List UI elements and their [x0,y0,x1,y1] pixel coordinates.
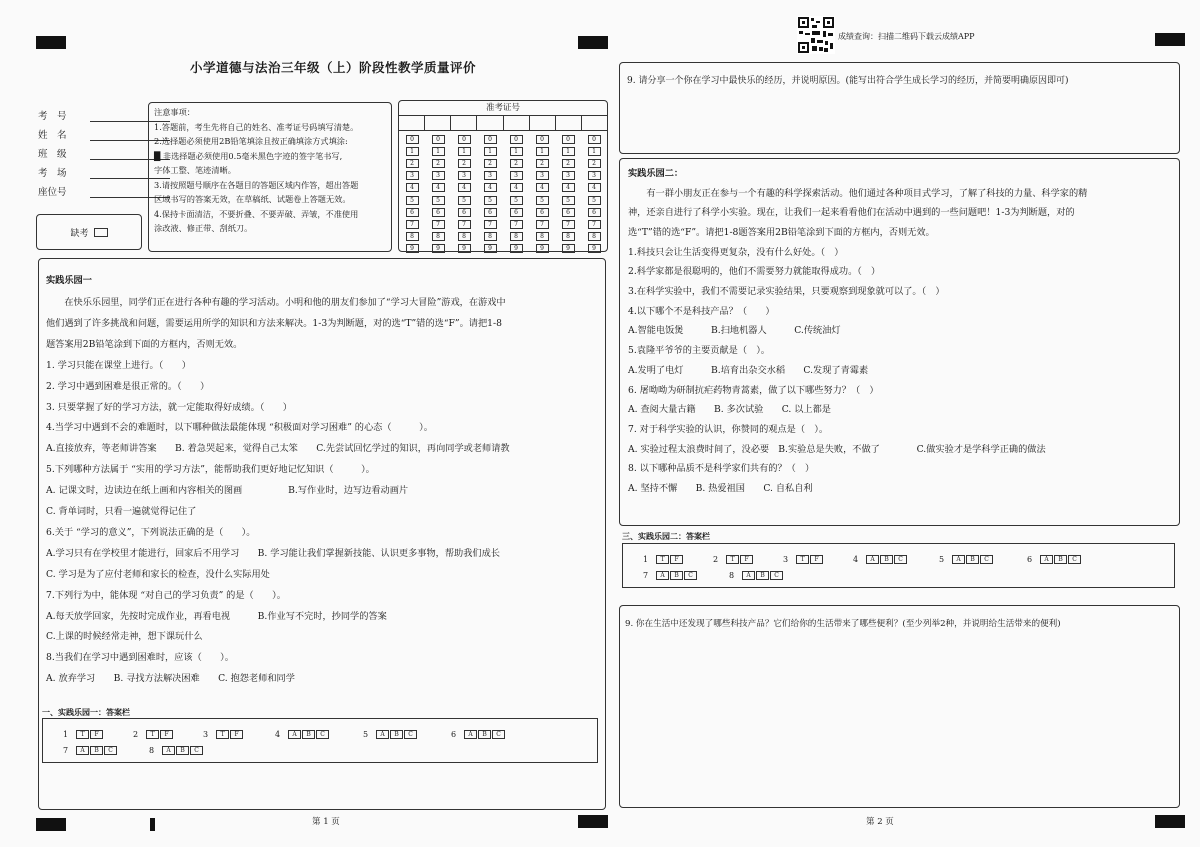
alignment-mark [1155,33,1185,46]
exam-number-cell[interactable] [477,116,503,130]
section-line: A. 记课文时，边读边在纸上画和内容相关的图画 B.写作业时，边写边看动画片 [46,485,409,497]
digit-bubble[interactable]: 8 [484,232,497,241]
exam-title: 小学道德与法治三年级（上）阶段性教学质量评价 [190,60,477,75]
digit-bubble[interactable]: 8 [458,232,471,241]
answer-bubble[interactable]: T [796,555,809,564]
notice-box [148,102,392,252]
digit-bubble[interactable]: 3 [484,171,497,180]
digit-bubble[interactable]: 6 [510,208,523,217]
answer-bubble[interactable]: A [76,746,89,755]
exam-number-cell[interactable] [530,116,556,130]
section-line: 选“T”错的选“F”。请把1-8题答案用2B铅笔涂到下面的方框内，否则无效。 [628,226,935,238]
digit-bubble[interactable]: 1 [562,147,575,156]
exam-number-column [425,133,451,255]
digit-bubble[interactable]: 4 [406,183,419,192]
answer-bubble[interactable]: C [316,730,329,739]
section-line: 2. 学习中遇到困难是很正常的。（ ） [46,380,210,392]
exam-number-cell[interactable] [451,116,477,130]
answer-bubble[interactable]: F [810,555,823,564]
info-label: 座位号 [38,187,67,198]
answer-number: 7 [643,571,649,580]
section-line: A. 查阅大量古籍 B. 多次试验 C. 以上都是 [628,404,831,416]
digit-bubble[interactable]: 6 [406,208,419,217]
notice-line: 2.选择题必须使用2B铅笔填涂且按正确填涂方式填涂: [154,136,348,146]
digit-bubble[interactable]: 9 [588,244,601,253]
digit-bubble[interactable]: 2 [588,159,601,168]
notice-line: 4.保持卡面清洁，不要折叠、不要弄破、弄皱，不准使用 [154,208,359,219]
section-line: A.直接放弃，等老师讲答案 B. 着急哭起来，觉得自己太笨 C.先尝试回忆学过的知识，再向同学或老师请教 [46,443,510,455]
answer1-box[interactable] [42,718,598,763]
answer-item[interactable] [939,555,994,564]
section-line: 1.科技只会让生活变得更复杂，没有什么好处。（ ） [628,246,844,258]
answer-number: 4 [853,555,859,564]
digit-bubble[interactable]: 4 [510,183,523,192]
exam-number-cell[interactable] [582,116,607,130]
exam-number-column [451,133,477,255]
digit-bubble[interactable]: 5 [432,196,445,205]
page-number-1: 第 1 页 [312,817,340,827]
exam-number-column [529,133,555,255]
digit-bubble[interactable]: 1 [406,147,419,156]
digit-bubble[interactable]: 5 [458,196,471,205]
digit-bubble[interactable]: 9 [510,244,523,253]
digit-bubble[interactable]: 7 [536,220,549,229]
digit-bubble[interactable]: 7 [588,220,601,229]
qr-code [797,16,835,54]
answer-item[interactable] [203,730,244,739]
answer-bubble[interactable]: B [880,555,893,564]
answer-bubble[interactable]: F [230,730,243,739]
answer-bubble[interactable]: A [464,730,477,739]
answer-bubble[interactable]: T [76,730,89,739]
section-line: 6.关于 “学习的意义”，下列说法正确的是（ ）。 [46,526,256,538]
section-line: C. 背单词时，只看一遍就觉得记住了 [46,506,197,517]
answer-bubble[interactable]: T [216,730,229,739]
digit-bubble[interactable]: 3 [562,171,575,180]
answer-number: 3 [203,730,209,739]
answer-bubble[interactable]: F [90,730,103,739]
exam-number-column [399,133,425,255]
answer-bubble[interactable]: C [190,746,203,755]
section-line: A.智能电饭煲 B.扫地机器人 C.传统油灯 [628,325,841,337]
digit-bubble[interactable]: 8 [588,232,601,241]
section-title: 实践乐园一 [46,275,92,286]
answer-bubble[interactable]: T [726,555,739,564]
exam-number-column [477,133,503,255]
digit-bubble[interactable]: 4 [432,183,445,192]
digit-bubble[interactable]: 5 [484,196,497,205]
digit-bubble[interactable]: 0 [536,135,549,144]
section-line: A. 坚持不懈 B. 热爱祖国 C. 自私自利 [628,483,813,494]
digit-bubble[interactable]: 2 [562,159,575,168]
answer-bubble[interactable]: B [390,730,403,739]
answer-bubble[interactable]: F [160,730,173,739]
digit-bubble[interactable]: 3 [510,171,523,180]
q9b-text: 9. 你在生活中还发现了哪些科技产品？它们给你的生活带来了哪些便利？(至少列举2种，并说明给生活带来的便利) [625,619,1061,629]
alignment-mark [36,818,66,831]
answer-bubble[interactable]: A [376,730,389,739]
digit-bubble[interactable]: 0 [432,135,445,144]
q9b-box[interactable] [619,605,1180,808]
answer-item[interactable] [643,571,698,580]
notice-line: 涂改液、修正带、刮纸刀。 [154,223,253,233]
digit-bubble[interactable]: 3 [536,171,549,180]
section-line: 1. 学习只能在课堂上进行。（ ） [46,359,191,371]
digit-bubble[interactable]: 1 [510,147,523,156]
answer-number: 3 [783,555,789,564]
alignment-mark [1155,815,1185,828]
digit-bubble[interactable]: 5 [536,196,549,205]
answer-bubble[interactable]: F [740,555,753,564]
answer-bubble[interactable]: B [90,746,103,755]
digit-bubble[interactable]: 7 [562,220,575,229]
digit-bubble[interactable]: 3 [432,171,445,180]
section-line: 5.下列哪种方法属于 “实用的学习方法”，能帮助我们更好地记忆知识（ ）。 [46,464,375,476]
answer-item[interactable] [63,746,118,755]
digit-bubble[interactable]: 2 [536,159,549,168]
section-line: A. 放弃学习 B. 寻找方法解决困难 C. 抱怨老师和同学 [46,673,295,685]
section-line: 2.科学家都是很聪明的，他们不需要努力就能取得成功。（ ） [628,266,881,278]
answer-bubble[interactable]: A [952,555,965,564]
answer-number: 5 [363,730,369,739]
answer-item[interactable] [363,730,418,739]
notice-line: 区域书写的答案无效，在草稿纸、试题卷上答题无效。 [154,194,351,204]
exam-number-cell[interactable] [556,116,582,130]
section-line: 4.当学习中遇到不会的难题时，以下哪种做法最能体现 “积极面对学习困难” 的心态（ ）。 [46,422,433,434]
digit-bubble[interactable]: 5 [406,196,419,205]
digit-bubble[interactable]: 8 [432,232,445,241]
digit-bubble[interactable]: 0 [458,135,471,144]
digit-bubble[interactable]: 2 [406,159,419,168]
digit-bubble[interactable]: 2 [510,159,523,168]
section-line: 7.下列行为中，能体现 “对自己的学习负责” 的是（ ）。 [46,589,286,601]
answer-item[interactable] [713,555,754,564]
section-line: C. 学习是为了应付老师和家长的检查，没什么实际用处 [46,568,270,580]
answer-number: 4 [275,730,281,739]
answer-bubble[interactable]: A [866,555,879,564]
section-title: 实践乐园二： [628,168,684,179]
answer-item[interactable] [729,571,784,580]
digit-bubble[interactable]: 0 [588,135,601,144]
answer-bubble[interactable]: C [894,555,907,564]
digit-bubble[interactable]: 0 [406,135,419,144]
section-line: 神，还亲自进行了科学小实验。现在，让我们一起来看看他们在活动中遇到的一些问题吧！1-3为判断题，对的 [628,207,1075,219]
answer-bubble[interactable]: C [104,746,117,755]
digit-bubble[interactable]: 1 [536,147,549,156]
digit-bubble[interactable]: 6 [562,208,575,217]
answer-number: 2 [713,555,719,564]
digit-bubble[interactable]: 2 [432,159,445,168]
section-line: 8. 以下哪种品质不是科学家们共有的？（ ） [628,463,815,475]
absent-label: 缺考 [70,228,89,239]
digit-bubble[interactable]: 8 [562,232,575,241]
section-line: 3.在科学实验中，我们不需要记录实验结果，只要观察到现象就可以了。（ ） [628,286,945,297]
page-number-2: 第 2 页 [866,817,894,827]
digit-bubble[interactable]: 1 [484,147,497,156]
answer-number: 1 [643,555,649,564]
digit-bubble[interactable]: 2 [458,159,471,168]
digit-bubble[interactable]: 2 [484,159,497,168]
digit-bubble[interactable]: 9 [562,244,575,253]
exam-number-cell[interactable] [399,116,425,130]
answer-bubble[interactable]: A [656,571,669,580]
info-label: 姓 名 [38,130,67,141]
absent-box[interactable] [36,214,142,250]
digit-bubble[interactable]: 7 [484,220,497,229]
digit-bubble[interactable]: 8 [406,232,419,241]
notice-line: 1.答题前，考生先将自己的姓名、准考证号码填写清楚。 [154,121,359,132]
digit-bubble[interactable]: 7 [510,220,523,229]
exam-number-cell[interactable] [425,116,451,130]
answer-number: 8 [729,571,735,580]
digit-bubble[interactable]: 8 [536,232,549,241]
digit-bubble[interactable]: 8 [510,232,523,241]
notice-line: 字体工整、笔迹清晰。 [154,165,236,175]
answer-bubble[interactable]: T [656,555,669,564]
answer-bubble[interactable]: B [1054,555,1067,564]
section-line: 7. 对于科学实验的认识，你赞同的观点是（ ）。 [628,423,829,435]
section-line: 在快乐乐园里，同学们正在进行各种有趣的学习活动。小明和他的朋友们参加了“学习大冒险”游戏，在游戏中 [46,297,506,308]
digit-bubble[interactable]: 3 [406,171,419,180]
digit-bubble[interactable]: 9 [432,244,445,253]
alignment-mark [36,36,66,49]
answer-bubble[interactable]: B [670,571,683,580]
digit-bubble[interactable]: 0 [484,135,497,144]
digit-bubble[interactable]: 7 [406,220,419,229]
exam-number-cell[interactable] [504,116,530,130]
digit-bubble[interactable]: 6 [458,208,471,217]
alignment-mark [578,815,608,828]
digit-bubble[interactable]: 0 [562,135,575,144]
digit-bubble[interactable]: 6 [588,208,601,217]
digit-bubble[interactable]: 1 [588,147,601,156]
digit-bubble[interactable]: 6 [536,208,549,217]
answer-bubble[interactable]: A [162,746,175,755]
alignment-mark [150,818,155,831]
notice-line: 3.请按照题号顺序在各题目的答题区域内作答，超出答题 [154,179,359,190]
section-line: 6. 屠呦呦为研制抗疟药物青蒿素，做了以下哪些努力？（ ） [628,384,879,396]
answer-item[interactable] [853,555,908,564]
digit-bubble[interactable]: 3 [458,171,471,180]
digit-bubble[interactable]: 6 [432,208,445,217]
answer-bubble[interactable]: B [302,730,315,739]
answer-number: 6 [451,730,457,739]
digit-bubble[interactable]: 4 [562,183,575,192]
answer-bubble[interactable]: C [492,730,505,739]
section-line: 有一群小朋友正在参与一个有趣的科学探索活动。他们通过各种项目式学习，了解了科技的力量、科学家的精 [628,187,1088,199]
answer-number: 7 [63,746,69,755]
answer-item[interactable] [275,730,330,739]
answer-bubble[interactable]: C [770,571,783,580]
digit-bubble[interactable]: 9 [406,244,419,253]
answer-bubble[interactable]: C [1068,555,1081,564]
digit-bubble[interactable]: 4 [484,183,497,192]
exam-number-column [555,133,581,255]
info-label: 考 号 [38,111,67,122]
section-line: A.学习只有在学校里才能进行，回家后不用学习 B. 学习能让我们掌握新技能、认识更多事物，帮助我们成长 [46,547,500,559]
q9-text: 9. 请分享一个你在学习中最快乐的经历，并说明原因。(能写出符合学生成长学习的经历，并简要明确原因即可) [627,76,1069,86]
answer-item[interactable] [133,730,174,739]
answer-bubble[interactable]: A [1040,555,1053,564]
answer-bubble[interactable]: A [742,571,755,580]
answer-item[interactable] [1027,555,1082,564]
notice-title: 注意事项： [154,107,195,117]
digit-bubble[interactable]: 4 [458,183,471,192]
answer-bubble[interactable]: B [756,571,769,580]
answer-number: 8 [149,746,155,755]
answer2-box[interactable] [622,543,1175,588]
answer-bubble[interactable]: C [404,730,417,739]
answer-item[interactable] [643,555,684,564]
section-line: 8.当我们在学习中遇到困难时，应该（ ）。 [46,652,234,664]
digit-bubble[interactable]: 5 [562,196,575,205]
answer-item[interactable] [149,746,204,755]
answer-item[interactable] [63,730,104,739]
answer-bubble[interactable]: C [684,571,697,580]
answer-item[interactable] [451,730,506,739]
answer-bubble[interactable]: F [670,555,683,564]
digit-bubble[interactable]: 3 [588,171,601,180]
section-line: 题答案用2B铅笔涂到下面的方框内，否则无效。 [46,338,243,350]
digit-bubble[interactable]: 9 [458,244,471,253]
alignment-mark [578,36,608,49]
digit-bubble[interactable]: 9 [536,244,549,253]
answer-item[interactable] [783,555,824,564]
answer-number: 2 [133,730,139,739]
digit-bubble[interactable]: 7 [432,220,445,229]
exam-number-title: 准考证号 [399,101,607,116]
answer-number: 6 [1027,555,1033,564]
answer-bubble[interactable]: A [288,730,301,739]
section-line: C.上课的时候经常走神，想下课玩什么 [46,631,203,643]
section-line: A.发明了电灯 B.培育出杂交水稻 C.发现了青霉素 [628,364,869,376]
digit-bubble[interactable]: 4 [588,183,601,192]
digit-bubble[interactable]: 5 [510,196,523,205]
section-line: A. 实验过程太浪费时间了，没必要 B.实验总是失败，不做了 C.做实验才是学科学正确的做法 [628,443,1046,455]
info-label: 班 级 [38,149,67,160]
answer-bubble[interactable]: B [966,555,979,564]
digit-bubble[interactable]: 7 [458,220,471,229]
section-line: 3. 只要掌握了好的学习方法，就一定能取得好成绩。（ ） [46,401,292,413]
digit-bubble[interactable]: 1 [432,147,445,156]
exam-number-column [503,133,529,255]
digit-bubble[interactable]: 5 [588,196,601,205]
section-line: 5.袁隆平爷爷的主要贡献是（ ）。 [628,345,770,357]
exam-number-grid[interactable] [398,100,608,252]
answer-number: 5 [939,555,945,564]
section-line: 他们遇到了许多挑战和问题，需要运用所学的知识和方法来解决。1-3为判断题，对的选“T”错的选“F”。请把1-8 [46,317,502,329]
digit-bubble[interactable]: 4 [536,183,549,192]
answer2-label: 三、实践乐园二：答案栏 [622,531,710,541]
notice-line: █ 非选择题必须使用0.5毫米黑色字迹的签字笔书写, [154,150,343,161]
score-query-text: 成绩查询：扫描二维码下载云成绩APP [838,32,975,41]
answer-bubble[interactable]: B [176,746,189,755]
info-label: 考 场 [38,168,67,179]
digit-bubble[interactable]: 1 [458,147,471,156]
answer-bubble[interactable]: C [980,555,993,564]
answer-number: 1 [63,730,69,739]
answer-bubble[interactable]: T [146,730,159,739]
digit-bubble[interactable]: 9 [484,244,497,253]
digit-bubble[interactable]: 0 [510,135,523,144]
answer-bubble[interactable]: B [478,730,491,739]
absent-checkbox[interactable] [94,228,108,237]
answer1-label: 一、实践乐园一：答案栏 [42,707,130,717]
exam-number-column [581,133,607,255]
section-line: 4.以下哪个不是科技产品？（ ） [628,305,775,317]
section-line: A.每天放学回家，先按时完成作业，再看电视 B.作业写不完时，抄同学的答案 [46,610,387,622]
digit-bubble[interactable]: 6 [484,208,497,217]
